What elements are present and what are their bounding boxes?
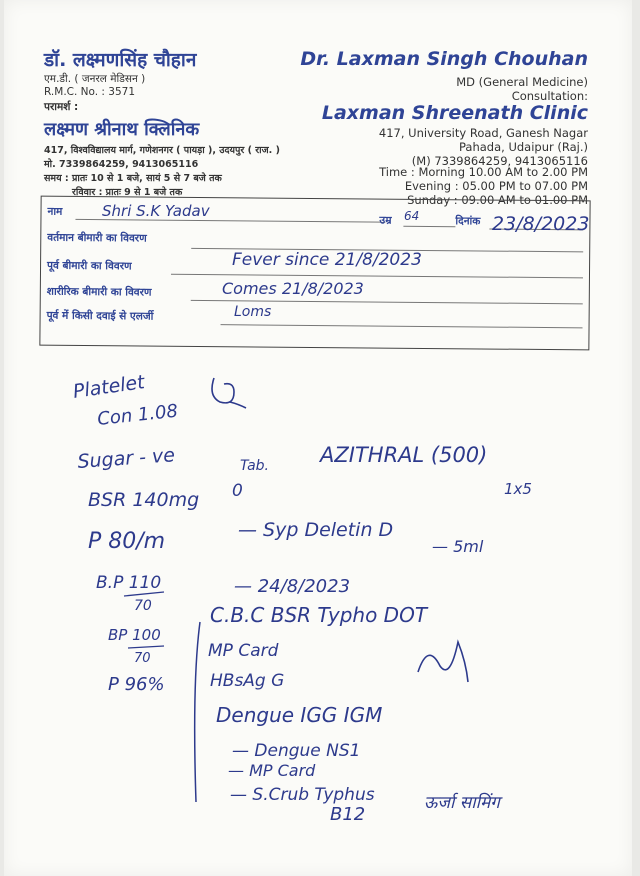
address-english-1: 417, University Road, Ganesh Nagar [378, 126, 588, 140]
rx-syrup-dose: — 5ml [432, 537, 484, 556]
timing-hindi: समय : प्रातः 10 से 1 बजे, सायं 5 से 7 बजे तक [44, 173, 222, 184]
pulse-value: P 80/m [88, 529, 166, 554]
handwriting-layer [4, 0, 632, 876]
spo2-value: P 96% [108, 674, 165, 695]
rx-syrup: — Syp Deletin D [238, 519, 394, 541]
tests-bracket [195, 622, 200, 802]
rx-tab-dose: 1x5 [504, 480, 532, 498]
sunday-hindi: रविवार : प्रातः 9 से 1 बजे तक [72, 187, 183, 198]
bp2-value: BP 100 [108, 626, 161, 644]
clinic-name-english: Laxman Shreenath Clinic [321, 102, 588, 124]
platelet-label: Platelet [71, 371, 146, 403]
clinic-name-hindi: लक्ष्मण श्रीनाथ क्लिनिक [44, 119, 200, 140]
tests-line-1: C.B.C BSR Typho DOT [210, 603, 428, 627]
doctor-name-hindi: डॉ. लक्ष्मणसिंह चौहान [44, 49, 197, 71]
tests-scribble [418, 642, 468, 682]
sugar-value: Sugar - ve [76, 444, 176, 473]
bp2-denominator: 70 [134, 651, 151, 666]
past-illness-label: पूर्व बीमारी का विवरण [47, 259, 132, 273]
current-illness-value: Fever since 21/8/2023 [232, 250, 422, 270]
prescription-sheet [4, 0, 632, 876]
platelet-scribble [212, 378, 246, 408]
physical-illness-label: शारीरिक बीमारी का विवरण [46, 285, 152, 299]
rmc-number: R.M.C. No. : 3571 [44, 86, 136, 98]
tests-line-4: Dengue IGG IGM [216, 703, 383, 727]
doctor-name-english: Dr. Laxman Singh Chouhan [300, 48, 588, 70]
tests-line-7: — S.Crub Typhus [230, 785, 375, 805]
tests-line-2: MP Card [208, 641, 279, 661]
date-value: 23/8/2023 [492, 213, 590, 235]
past-illness-value: Comes 21/8/2023 [222, 279, 364, 298]
consult-hindi: परामर्श : [44, 101, 79, 113]
followup-date: — 24/8/2023 [234, 576, 351, 597]
platelet-value: Con 1.08 [96, 400, 179, 430]
consultation-label: Consultation: [511, 89, 588, 103]
tests-line-3: HBsAg G [210, 671, 285, 691]
name-label: नाम [47, 205, 63, 218]
patient-name-value: Shri S.K Yadav [102, 202, 210, 220]
phone-english: (M) 7339864259, 9413065116 [411, 154, 588, 168]
bsr-value: BSR 140mg [88, 489, 200, 511]
rx-tab-mark: 0 [232, 481, 243, 501]
degree-hindi: एम.डी. ( जनरल मेडिसन ) [44, 73, 146, 85]
age-label: उम्र [379, 214, 392, 227]
address-hindi: 417, विश्वविद्यालय मार्ग, गणेशनगर ( पायड़ा ), उदयपुर ( राज. ) [44, 145, 280, 156]
date-label: दिनांक [455, 215, 481, 228]
phone-hindi: मो. 7339864259, 9413065116 [44, 159, 199, 170]
tests-line-8: B12 [330, 804, 366, 825]
tests-line-5: — Dengue NS1 [232, 741, 361, 761]
timing-evening: Evening : 05.00 PM to 07.00 PM [404, 179, 588, 193]
rx-tab-label: Tab. [240, 458, 269, 474]
timing-morning: Time : Morning 10.00 AM to 2.00 PM [379, 165, 588, 179]
bp1-value: B.P 110 [96, 573, 162, 593]
degree-english: MD (General Medicine) [456, 75, 588, 89]
current-illness-label: वर्तमान बीमारी का विवरण [47, 231, 147, 245]
allergy-label: पूर्व में किसी दवाई से एलर्जी [46, 309, 154, 323]
timing-sunday: Sunday : 09.00 AM to 01.00 PM [407, 193, 588, 207]
rx-tab-name: AZITHRAL (500) [320, 443, 488, 467]
tests-line-6: — MP Card [228, 761, 316, 780]
age-value: 64 [404, 209, 420, 223]
allergy-value: Loms [234, 304, 272, 320]
bp2-divider [128, 646, 164, 648]
bp1-denominator: 70 [134, 598, 152, 614]
address-english-2: Pahada, Udaipur (Raj.) [459, 140, 588, 154]
signature: ऊर्जा सामिंग [424, 793, 500, 813]
